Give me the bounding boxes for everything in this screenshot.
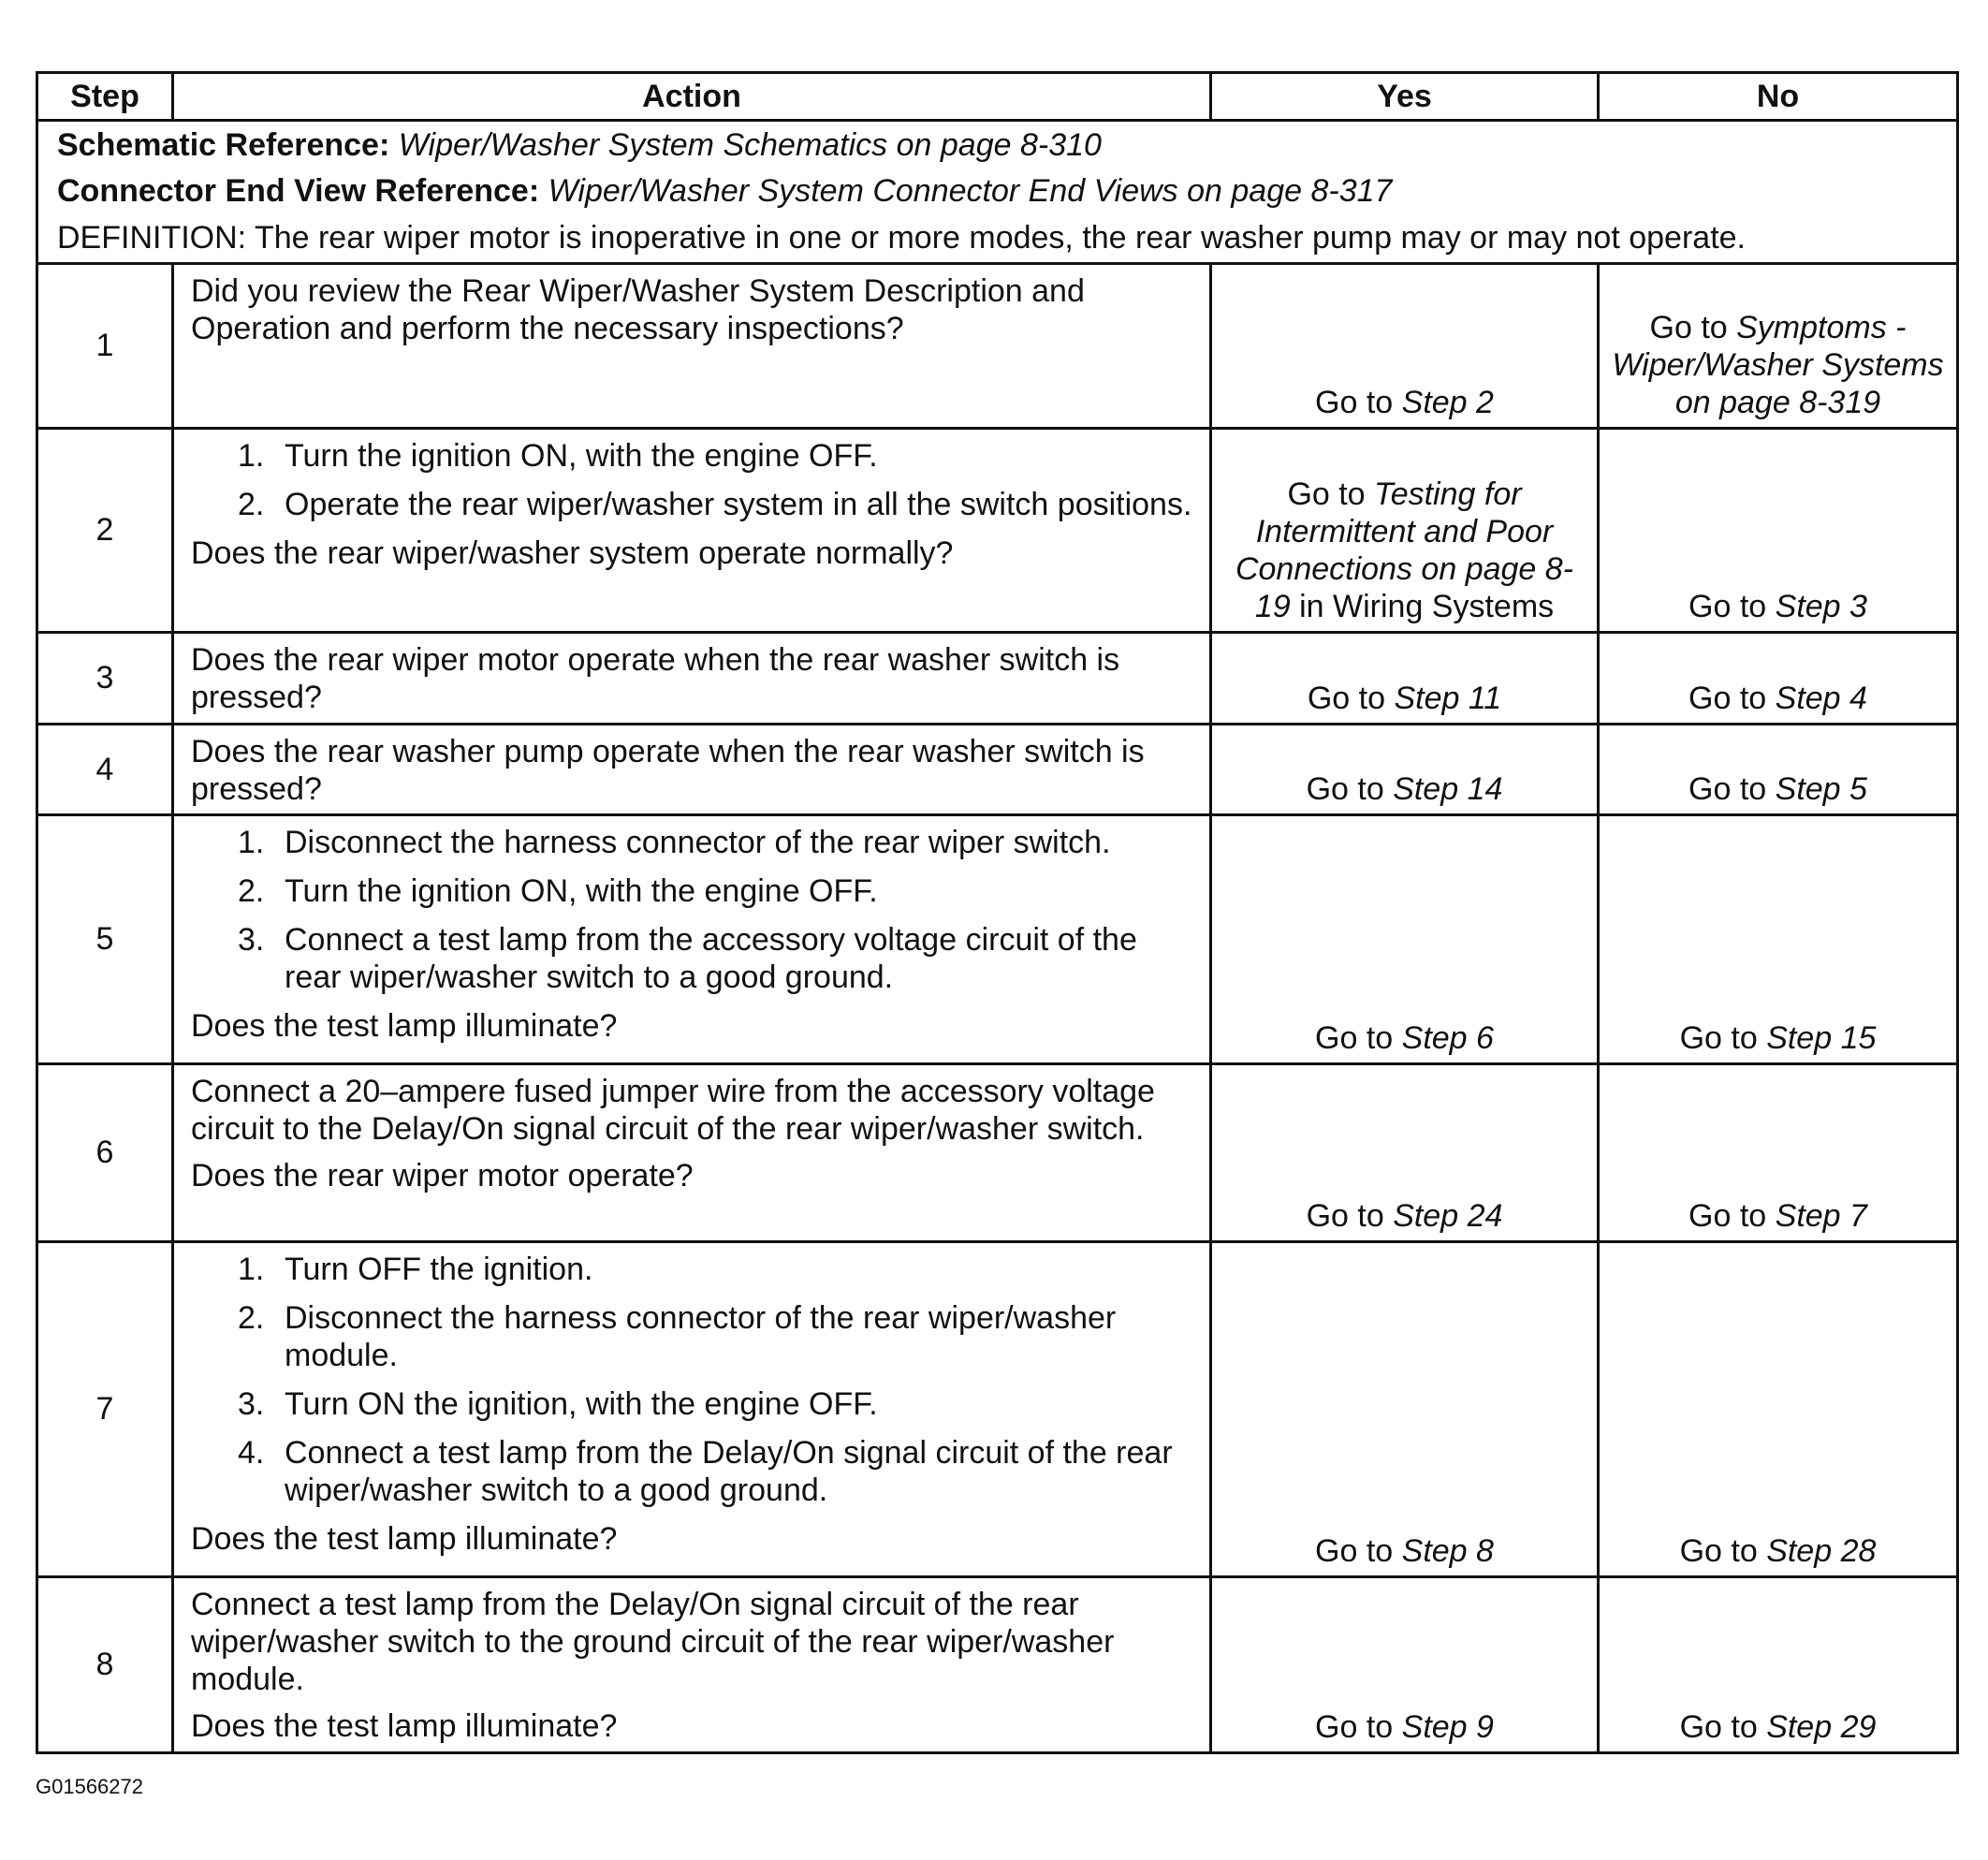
yes-goto[interactable] — [1221, 770, 1587, 808]
substep-item — [191, 872, 1196, 910]
result-no — [1599, 815, 1958, 1064]
yes-goto[interactable] — [1221, 384, 1587, 421]
action-question: Does the rear wiper/washer system operate normally? — [191, 535, 954, 572]
result-no — [1599, 725, 1958, 815]
substep-item — [191, 1385, 1196, 1423]
yes-step-link[interactable]: Step 11 — [1394, 681, 1502, 717]
action-text: Does the rear wiper motor operate when the rear washer switch is pressed? — [191, 642, 1120, 716]
connector-reference — [57, 173, 1939, 210]
header-step: Step — [37, 73, 173, 121]
no-goto[interactable] — [1609, 770, 1947, 808]
no-step-link[interactable]: Step 29 — [1766, 1709, 1877, 1746]
no-step-link[interactable]: Step 4 — [1775, 681, 1867, 717]
yes-suffix: in Wiring Systems — [1290, 589, 1555, 625]
step-row — [37, 633, 1958, 725]
no-prefix: Go to — [1649, 310, 1737, 346]
step-action — [173, 633, 1211, 725]
reference-row — [37, 121, 1958, 264]
yes-step-link[interactable]: Step 14 — [1393, 771, 1503, 808]
yes-step-link[interactable]: Step 8 — [1401, 1533, 1494, 1570]
step-number: 8 — [37, 1577, 173, 1753]
result-yes — [1211, 429, 1599, 633]
substep-item — [191, 437, 1196, 475]
action-text: Connect a test lamp from the Delay/On signal circuit of the rear wiper/washer switch to the ground circuit of the rear wiper/washer module. — [191, 1587, 1115, 1698]
step-action — [173, 1577, 1211, 1753]
yes-prefix: Go to — [1315, 1533, 1402, 1570]
header-action: Action — [173, 73, 1211, 121]
substep-text: Turn the ignition ON, with the engine OFF. — [285, 873, 878, 910]
substep-text: Operate the rear wiper/washer system in all the switch positions. — [285, 487, 1192, 523]
yes-prefix: Go to — [1315, 1709, 1402, 1746]
result-yes — [1211, 1064, 1599, 1242]
yes-step-link[interactable]: Testing for Intermittent and Poor Connections on page 8-19 — [1235, 476, 1574, 625]
no-goto[interactable] — [1609, 588, 1947, 625]
schematic-reference-link: Wiper/Washer System Schematics on page 8-310 — [398, 127, 1102, 163]
no-goto[interactable] — [1609, 1197, 1947, 1235]
step-row — [37, 1242, 1958, 1577]
substep-list — [191, 824, 1196, 996]
yes-prefix: Go to — [1315, 385, 1402, 421]
substep-item — [191, 824, 1196, 861]
step-row — [37, 815, 1958, 1064]
action-text: Connect a 20–ampere fused jumper wire from the accessory voltage circuit to the Delay/On signal circuit of the rear wiper/washer switch. — [191, 1074, 1155, 1148]
no-goto[interactable] — [1609, 680, 1947, 717]
substep-number: 1. — [238, 825, 265, 861]
no-step-link[interactable]: Step 28 — [1766, 1533, 1877, 1570]
substep-list — [191, 1251, 1196, 1509]
yes-prefix: Go to — [1306, 771, 1394, 808]
result-no — [1599, 633, 1958, 725]
action-text: Did you review the Rear Wiper/Washer System Description and Operation and perform the necessary inspections? — [191, 273, 1085, 347]
action-question: Does the test lamp illuminate? — [191, 1708, 618, 1745]
step-row — [37, 264, 1958, 429]
substep-number: 2. — [238, 873, 265, 910]
header-no: No — [1599, 73, 1958, 121]
step-action — [173, 1242, 1211, 1577]
substep-number: 1. — [238, 438, 265, 475]
yes-step-link[interactable]: Step 6 — [1401, 1020, 1494, 1057]
substep-number: 3. — [238, 1386, 265, 1423]
no-goto[interactable] — [1609, 1708, 1947, 1746]
yes-step-link[interactable]: Step 9 — [1401, 1709, 1494, 1746]
substep-text: Turn ON the ignition, with the engine OFF. — [285, 1386, 878, 1423]
no-step-link[interactable]: Step 3 — [1775, 589, 1867, 625]
definition-text: DEFINITION: The rear wiper motor is inoperative in one or more modes, the rear washer pump may or may not operate. — [57, 219, 1746, 256]
result-no — [1599, 1577, 1958, 1753]
no-prefix: Go to — [1688, 771, 1776, 808]
step-action — [173, 1064, 1211, 1242]
no-goto[interactable] — [1609, 1532, 1947, 1570]
result-no — [1599, 1064, 1958, 1242]
yes-goto[interactable] — [1221, 1197, 1587, 1235]
yes-step-link[interactable]: Step 24 — [1393, 1198, 1503, 1235]
yes-goto[interactable] — [1221, 1708, 1587, 1746]
connector-reference-label: Connector End View Reference: — [57, 173, 540, 210]
action-question: Does the rear wiper motor operate? — [191, 1158, 694, 1194]
substep-text: Connect a test lamp from the Delay/On signal circuit of the rear wiper/washer switch to a good ground. — [285, 1435, 1173, 1509]
substep-number: 4. — [238, 1435, 265, 1472]
no-step-link[interactable]: Step 15 — [1766, 1020, 1877, 1057]
substep-text: Disconnect the harness connector of the rear wiper switch. — [285, 825, 1111, 861]
no-prefix: Go to — [1688, 1198, 1776, 1235]
result-no — [1599, 429, 1958, 633]
no-prefix: Go to — [1688, 589, 1776, 625]
substep-text: Connect a test lamp from the accessory voltage circuit of the rear wiper/washer switch to a good ground. — [285, 922, 1137, 996]
no-step-link[interactable]: Step 7 — [1775, 1198, 1867, 1235]
yes-goto[interactable] — [1221, 1532, 1587, 1570]
no-step-link[interactable]: Step 5 — [1775, 771, 1867, 808]
result-yes — [1211, 1577, 1599, 1753]
yes-goto[interactable] — [1221, 1019, 1587, 1057]
yes-goto[interactable] — [1221, 680, 1587, 717]
result-yes — [1211, 725, 1599, 815]
step-action — [173, 429, 1211, 633]
substep-item — [191, 486, 1196, 523]
substep-text: Turn OFF the ignition. — [285, 1252, 593, 1288]
figure-id: G01566272 — [36, 1775, 143, 1798]
result-no — [1599, 264, 1958, 429]
substep-text: Disconnect the harness connector of the rear wiper/washer module. — [285, 1300, 1117, 1374]
yes-prefix: Go to — [1287, 476, 1375, 513]
schematic-reference — [57, 127, 1939, 164]
no-step-link[interactable]: Symptoms - Wiper/Washer Systems on page 8-319 — [1612, 310, 1944, 421]
result-yes — [1211, 633, 1599, 725]
step-number: 2 — [37, 429, 173, 633]
substep-item — [191, 1299, 1196, 1374]
yes-goto[interactable] — [1221, 476, 1587, 625]
reference-cell — [37, 121, 1958, 264]
step-number: 7 — [37, 1242, 173, 1577]
step-number: 4 — [37, 725, 173, 815]
yes-prefix: Go to — [1315, 1020, 1402, 1057]
step-action — [173, 264, 1211, 429]
substep-item — [191, 921, 1196, 996]
no-prefix: Go to — [1679, 1020, 1767, 1057]
step-number: 6 — [37, 1064, 173, 1242]
substep-text: Turn the ignition ON, with the engine OFF. — [285, 438, 878, 475]
substep-number: 2. — [238, 487, 265, 523]
no-prefix: Go to — [1679, 1709, 1767, 1746]
step-row — [37, 429, 1958, 633]
diagnostic-document — [36, 71, 1956, 1754]
step-action — [173, 815, 1211, 1064]
action-text: Does the rear washer pump operate when the rear washer switch is pressed? — [191, 734, 1145, 808]
step-row — [37, 725, 1958, 815]
action-question: Does the test lamp illuminate? — [191, 1521, 618, 1558]
step-row — [37, 1064, 1958, 1242]
yes-prefix: Go to — [1307, 681, 1395, 717]
no-prefix: Go to — [1688, 681, 1776, 717]
header-row — [37, 73, 1958, 121]
no-prefix: Go to — [1679, 1533, 1767, 1570]
step-number: 5 — [37, 815, 173, 1064]
diagnostic-table — [36, 71, 1959, 1754]
substep-item — [191, 1434, 1196, 1509]
result-no — [1599, 1242, 1958, 1577]
substep-number: 2. — [238, 1300, 265, 1337]
step-number: 1 — [37, 264, 173, 429]
step-row — [37, 1577, 1958, 1753]
substep-list — [191, 437, 1196, 523]
yes-step-link[interactable]: Step 2 — [1401, 385, 1494, 421]
substep-number: 3. — [238, 922, 265, 959]
step-number: 3 — [37, 633, 173, 725]
connector-reference-link: Wiper/Washer System Connector End Views on page 8-317 — [548, 173, 1393, 210]
substep-item — [191, 1251, 1196, 1288]
no-goto[interactable] — [1609, 309, 1947, 421]
schematic-reference-label: Schematic Reference: — [57, 127, 390, 163]
yes-prefix: Go to — [1306, 1198, 1394, 1235]
no-goto[interactable] — [1609, 1019, 1947, 1057]
result-yes — [1211, 1242, 1599, 1577]
result-yes — [1211, 815, 1599, 1064]
action-question: Does the test lamp illuminate? — [191, 1008, 618, 1045]
header-yes: Yes — [1211, 73, 1599, 121]
substep-number: 1. — [238, 1252, 265, 1288]
step-action — [173, 725, 1211, 815]
result-yes — [1211, 264, 1599, 429]
